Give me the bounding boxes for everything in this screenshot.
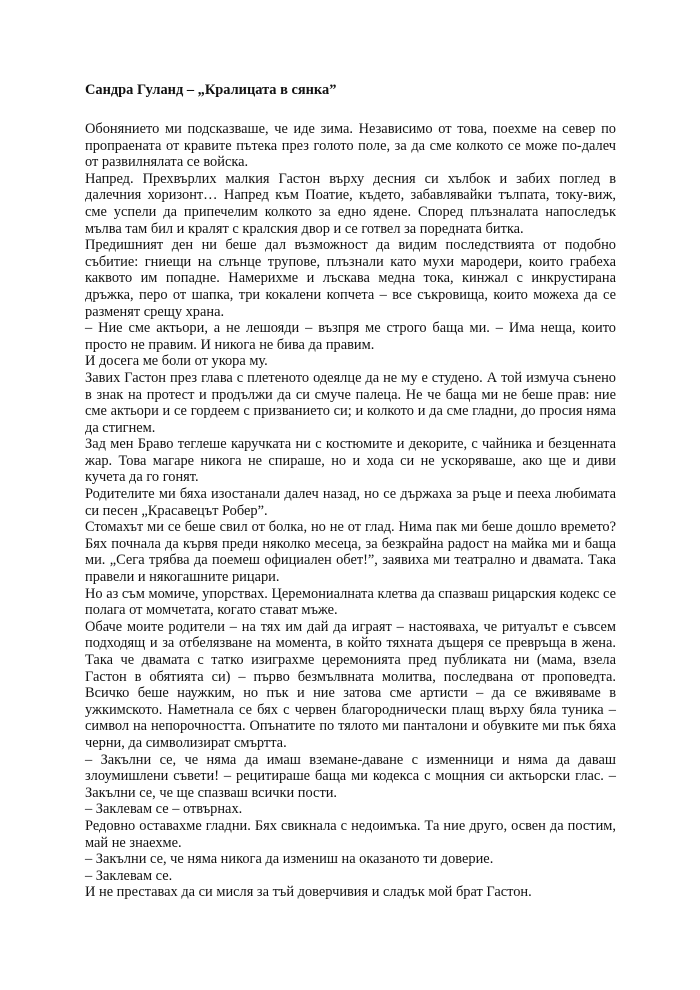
- paragraph: И досега ме боли от укора му.: [85, 353, 268, 370]
- paragraph: Завих Гастон през глава с плетеното одеялце да не му е студено. А той измуча сънено в знак на протест и продължи да си смуче палеца. Не че баща ми не беше прав: ние сме актьори и се гордеем с призванието си; и колкото и да сме гладни, до просия няма да стигнем.: [85, 369, 616, 436]
- paragraph: – Закълни се, че няма да имаш вземане-даване с изменници и няма да даваш злоумишлени съвети! – рецитираше баща ми кодекса с мощния си актьорски глас. – Закълни се, че ще спазваш всички пости.: [85, 751, 616, 801]
- paragraph: Но аз съм момиче, упорствах. Церемониалната клетва да спазваш рицарския кодекс се полага от момчетата, когато стават мъже.: [85, 585, 616, 619]
- paragraph: Обонянието ми подсказваше, че иде зима. Независимо от това, поехме на север по пропраената от кравите пътека през голото поле, за да сме колкото се може по-далеч от развилнялата се войска.: [85, 121, 616, 171]
- paragraph: – Ние сме актьори, а не лешояди – възпря ме строго баща ми. – Има неща, които просто не правим. И никога не бива да правим.: [85, 320, 616, 353]
- paragraph: Родителите ми бяха изостанали далеч назад, но се държаха за ръце и пееха любимата си песен „Красавецът Робер”.: [85, 486, 616, 519]
- paragraph: Обаче моите родители – на тях им дай да играят – настояваха, че ритуалът е съвсем подходящ и за отбелязване на момента, в който тяхната дъщеря се превръща в жена. Така че двамата с татко изиграхме церемонията пред публиката ни (мама, взела Гастон в обятията си) – първо безмълвната молитва, последвана от проповедта. Всичко беше наужким, но пък и ние затова сме артисти – да се вживяваме в ужкимското. Наметнала се бях с червен благороднически плащ върху бяла туника – символ на непорочността. Опънатите по тялото ми панталони и обувките ми пък бяха черни, да символизират смъртта.: [85, 618, 616, 751]
- paragraph: Напред. Прехвърлих малкия Гастон върху десния си хълбок и забих поглед в далечния хоризонт… Напред към Поатие, където, забавлявайки тълпата, току-виж, сме успели да припечелим колкото за едно ядене. Според плъзналата напоследък мълва там бил и кралят с кралския двор и се готвел за поредната битка.: [85, 170, 616, 237]
- paragraph: – Заклевам се – отвърнах.: [85, 801, 243, 818]
- paragraph: – Заклевам се.: [85, 867, 173, 884]
- paragraph: И не преставах да си мисля за тъй доверчивия и сладък мой брат Гастон.: [85, 884, 532, 901]
- paragraph: Стомахът ми се беше свил от болка, но не от глад. Нима пак ми беше дошло времето? Бях почнала да кървя преди няколко месеца, за безкрайна радост на майка ми и баща ми. „Сега трябва да поемеш официален обет!”, заявиха ми театрално и двамата. Така правели и някогашните рицари.: [85, 519, 616, 586]
- document-body: [85, 121, 616, 901]
- paragraph: Редовно оставахме гладни. Бях свикнала с недоимъка. Та ние друго, освен да постим, май не знаехме.: [85, 817, 616, 851]
- paragraph: Зад мен Браво теглеше каручката ни с костюмите и декорите, с чайника и безценната жар. Това магаре никога не спираше, но и хода си не ускоряваше, ако ще и диви кучета да го гонят.: [85, 436, 616, 486]
- paragraph: Предишният ден ни беше дал възможност да видим последствията от подобно събитие: гниещи на слънце трупове, плъзнали като мухи мародери, които грабеха каквото им попадне. Намерихме и лъскава медна тока, кинжал с инкрустирана дръжка, перо от шапка, три кокалени копчета – все съкровища, които можеха да се разменят срещу храна.: [85, 237, 616, 320]
- document-page: [85, 82, 616, 901]
- paragraph: – Закълни се, че няма никога да измениш на оказаното ти доверие.: [85, 851, 494, 868]
- document-title: Сандра Гуланд – „Кралицата в сянка”: [85, 82, 337, 98]
